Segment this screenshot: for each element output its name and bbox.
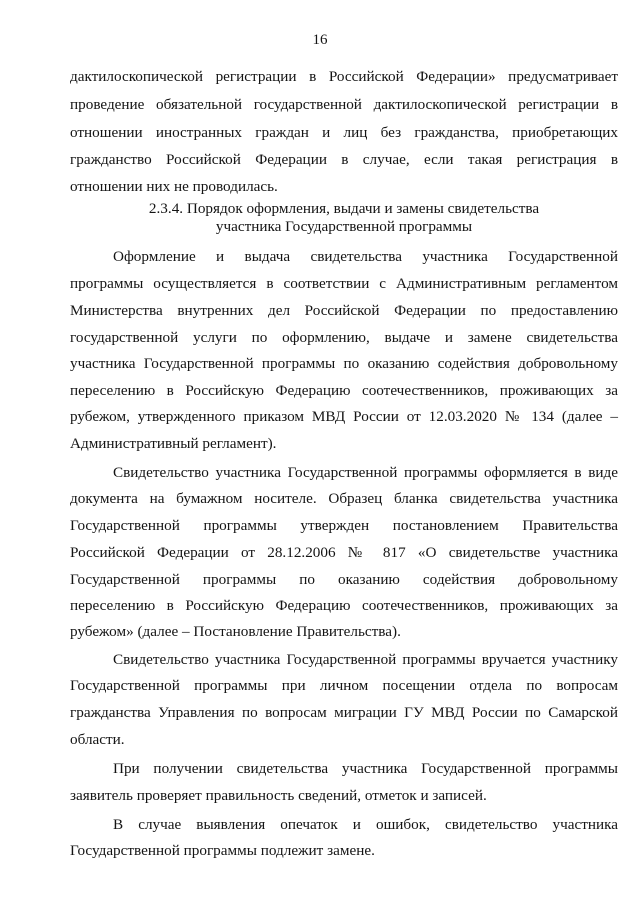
text-line: Государственной программы по оказанию содействия добровольному	[70, 571, 618, 588]
section-heading: участника Государственной программы	[215, 218, 473, 235]
text-line: переселению в Российскую Федерацию соотечественников, проживающих за	[70, 597, 618, 614]
text-line: государственной услуги по оформлению, выдаче и замене свидетельства	[70, 329, 618, 346]
text-line: отношении них не проводилась.	[70, 178, 278, 195]
text-line: документа на бумажном носителе. Образец бланка свидетельства участника	[70, 490, 618, 507]
text-line: области.	[70, 731, 125, 748]
text-line: гражданства Управления по вопросам миграции ГУ МВД России по Самарской	[70, 704, 618, 721]
text-line: проведение обязательной государственной дактилоскопической регистрации в	[70, 96, 618, 113]
section-heading: 2.3.4. Порядок оформления, выдачи и замены свидетельства	[148, 200, 540, 217]
text-line: Административный регламент).	[70, 435, 277, 452]
text-line: отношении иностранных граждан и лиц без гражданства, приобретающих	[70, 124, 618, 141]
text-line: переселению в Российскую Федерацию соотечественников, проживающих за	[70, 382, 618, 399]
text-line: заявитель проверяет правильность сведений, отметок и записей.	[70, 787, 487, 804]
text-line: Государственной программы подлежит замене.	[70, 842, 375, 859]
text-line: Министерства внутренних дел Российской Федерации по предоставлению	[70, 302, 618, 319]
text-line: Свидетельство участника Государственной программы вручается участнику	[113, 651, 618, 668]
text-line: В случае выявления опечаток и ошибок, свидетельство участника	[113, 816, 618, 833]
text-line: Российской Федерации от 28.12.2006 № 817 «О свидетельстве участника	[70, 544, 618, 561]
text-line: Свидетельство участника Государственной программы оформляется в виде	[113, 464, 618, 481]
text-line: рубежом» (далее – Постановление Правительства).	[70, 623, 401, 640]
text-line: Государственной программы при личном посещении отдела по вопросам	[70, 677, 618, 694]
text-line: участника Государственной программы по оказанию содействия добровольному	[70, 355, 618, 372]
text-line: Государственной программы утвержден постановлением Правительства	[70, 517, 618, 534]
text-line: программы осуществляется в соответствии с Административным регламентом	[70, 275, 618, 292]
page-number: 16	[312, 32, 328, 48]
text-line: гражданство Российской Федерации в случае, если такая регистрация в	[70, 151, 618, 168]
text-line: дактилоскопической регистрации в Российской Федерации» предусматривает	[70, 68, 618, 85]
text-line: Оформление и выдача свидетельства участника Государственной	[113, 248, 618, 265]
text-line: При получении свидетельства участника Государственной программы	[113, 760, 618, 777]
text-line: рубежом, утвержденного приказом МВД России от 12.03.2020 № 134 (далее –	[70, 408, 618, 425]
